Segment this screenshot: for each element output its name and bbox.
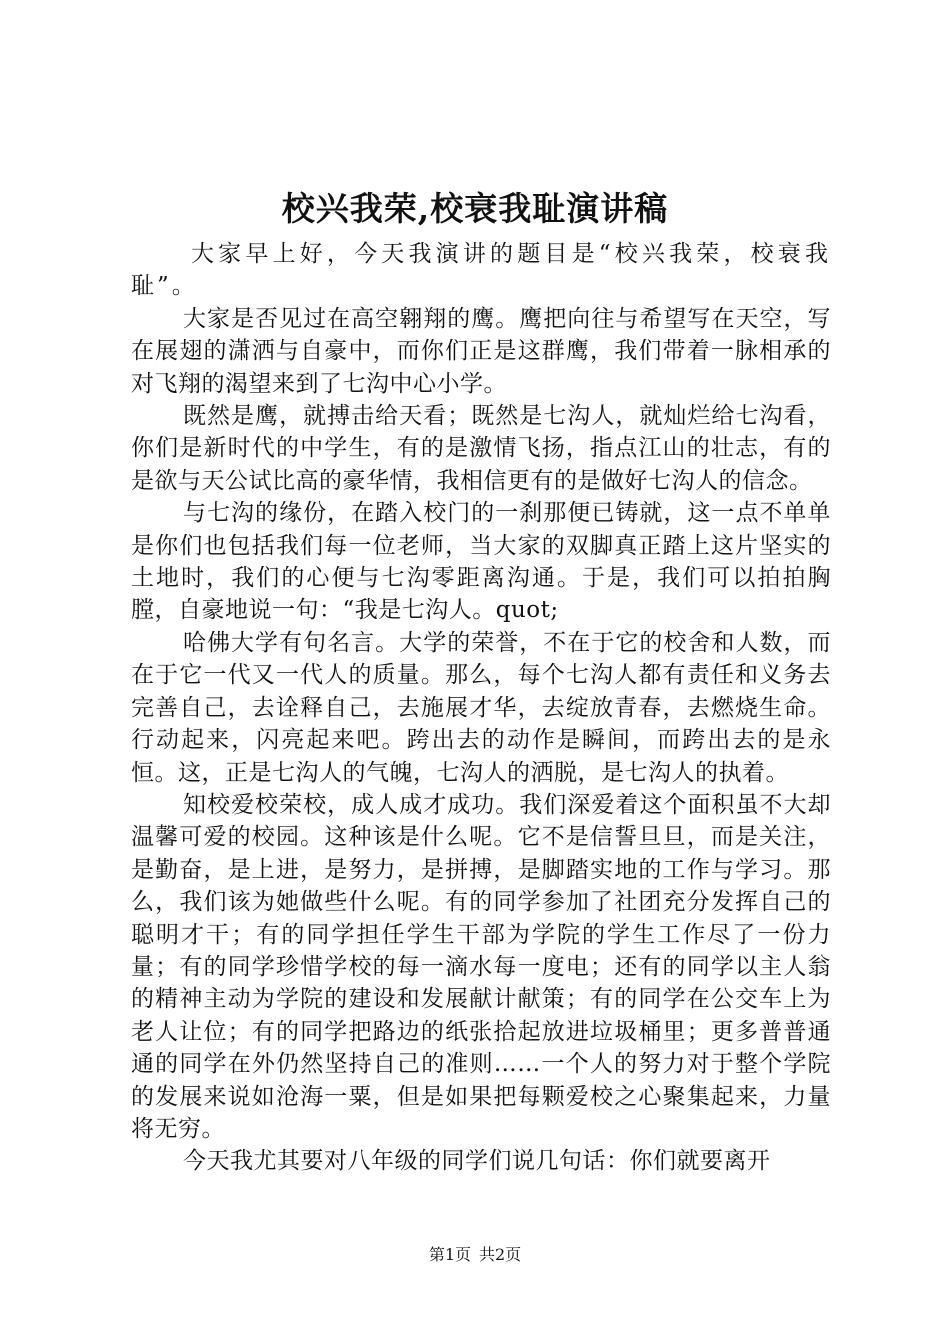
paragraph: 既然是鹰，就搏击给天看；既然是七沟人，就灿烂给七沟看，你们是新时代的中学生，有的是激情飞扬，指点江山的壮志，有的是欲与天公试比高的豪华情，我相信更有的是做好七沟人的信念。 [131, 403, 831, 494]
paragraph: 今天我尤其要对八年级的同学们说几句话：你们就要离开 [183, 1148, 771, 1175]
document-body [131, 238, 831, 1178]
paragraph: 与七沟的缘份，在踏入校门的一刹那便已铸就，这一点不单单是你们也包括我们每一位老师，当大家的双脚真正踏上这片坚实的土地时，我们的心便与七沟零距离沟通。于是，我们可以拍拍胸膛，自豪地说一句：“我是七沟人。quot; [131, 500, 831, 624]
document-title: 校兴我荣,校衰我耻演讲稿 [281, 189, 669, 228]
paragraph: 哈佛大学有句名言。大学的荣誉，不在于它的校舍和人数，而在于它一代又一代人的质量。那么，每个七沟人都有责任和义务去完善自己，去诠释自己，去施展才华，去绽放青春，去燃烧生命。行动起来，闪亮起来吧。跨出去的动作是瞬间，而跨出去的是永恒。这，正是七沟人的气魄，七沟人的洒脱，是七沟人的执着。 [131, 629, 831, 786]
page-number-current: 第1页 [428, 1245, 471, 1264]
page-footer [0, 1244, 950, 1266]
paragraph: 大家早上好，今天我演讲的题目是“校兴我荣，校衰我耻”。 [131, 241, 831, 300]
paragraph: 知校爱校荣校，成人成才成功。我们深爱着这个面积虽不大却温馨可爱的校园。这种该是什么呢。它不是信誓旦旦，而是关注，是勤奋，是上进，是努力，是拼搏，是脚踏实地的工作与学习。那么，我们该为她做些什么呢。有的同学参加了社团充分发挥自己的聪明才干；有的同学担任学生干部为学院的学生工作尽了一份力量；有的同学珍惜学校的每一滴水每一度电；还有的同学以主人翁的精神主动为学院的建设和发展献计献策；有的同学在公交车上为老人让位；有的同学把路边的纸张拾起放进垃圾桶里；更多普普通通的同学在外仍然坚持自己的准则……一个人的努力对于整个学院的发展来说如沧海一粟，但是如果把每颗爱校之心聚集起来，力量将无穷。 [131, 791, 831, 1142]
page-number-total: 共2页 [479, 1245, 522, 1264]
paragraph: 大家是否见过在高空翱翔的鹰。鹰把向往与希望写在天空，写在展翅的潇洒与自豪中，而你们正是这群鹰，我们带着一脉相承的对飞翔的渴望来到了七沟中心小学。 [131, 305, 831, 397]
